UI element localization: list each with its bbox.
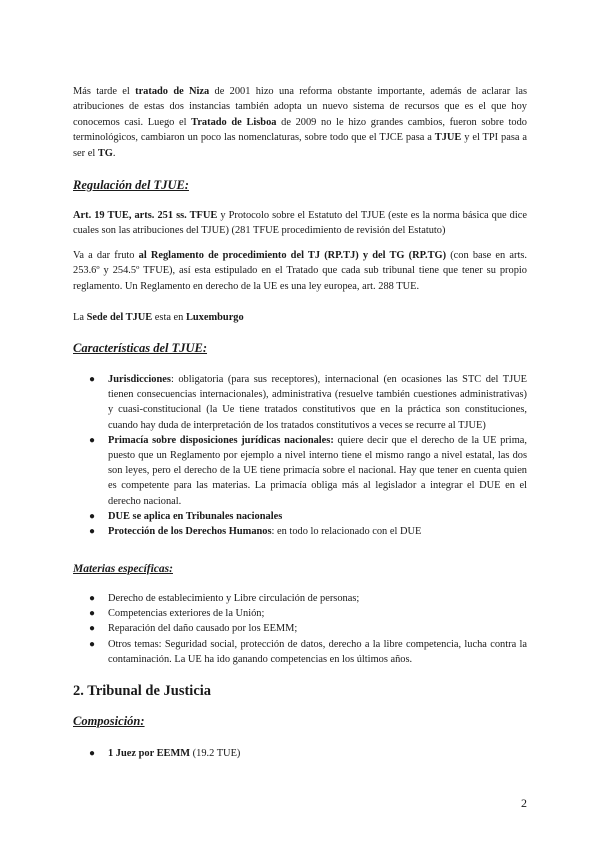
list-item xyxy=(89,509,527,524)
list-item xyxy=(89,433,527,509)
composicion-list xyxy=(89,746,527,761)
intro-bold-tg: TG xyxy=(97,147,113,159)
intro-bold-niza: tratado de Niza xyxy=(135,86,210,97)
sede-paragraph xyxy=(73,310,527,325)
bullet-icon: ● xyxy=(89,608,96,620)
sede-text: esta en xyxy=(152,312,186,323)
materias-list xyxy=(89,591,527,667)
list-item xyxy=(89,621,527,636)
regulacion-text: (con base en arts. 253.6º y 254.5º TFUE), así esta estipulado en el Tratado que cada sub tribunal tiene que tener su propio reglamento. Un Reglamento en derecho de la UE es una ley europea, art. 288 TUE. xyxy=(73,250,527,292)
bullet-icon: ● xyxy=(89,526,96,538)
item-text: Derecho de establecimiento y Libre circulación de personas; xyxy=(108,593,360,604)
bullet-icon: ● xyxy=(89,510,96,522)
bullet-icon: ● xyxy=(89,593,96,604)
item-text: quiere decir que el derecho de la UE prima, puesto que un Reglamento por ejemplo a nivel interno tiene el mismo rango a nivel estatal, las dos son leyes, pero el derecho de la UE tiene primacía sobre el nacional. Hay que tener en cuenta quien es competente para las materias. La primacía obliga más al legislador a integrar el DUE en el derecho nacional. xyxy=(108,434,527,507)
bullet-icon: ● xyxy=(89,638,96,650)
list-item xyxy=(89,372,527,433)
intro-text: . xyxy=(112,147,116,159)
item-text: Otros temas: Seguridad social, protección de datos, derecho a la libre competencia, lucha contra la contaminación. La UE ha ido ganando competencias en los últimos años. xyxy=(108,638,527,665)
intro-paragraph xyxy=(73,84,527,161)
intro-text: y el TPI pasa a ser el xyxy=(73,132,528,159)
regulacion-heading: Regulación del TJUE: xyxy=(73,178,189,192)
list-item xyxy=(89,637,527,667)
reglamento-procedimiento: al Reglamento de procedimiento del TJ (RP.TJ) y del TG (RP.TG) xyxy=(138,250,447,261)
regulacion-articles: Art. 19 TUE, arts. 251 ss. TFUE xyxy=(73,210,218,221)
page-number: 2 xyxy=(521,796,527,810)
materias-heading: Materias específicas: xyxy=(73,563,173,575)
regulacion-text: Va a dar fruto xyxy=(73,250,139,261)
list-item xyxy=(89,524,527,539)
intro-bold-lisboa: Tratado de Lisboa xyxy=(191,116,277,128)
sede-city: Luxemburgo xyxy=(185,312,244,323)
item-text: (19.2 TUE) xyxy=(190,748,241,759)
bullet-icon: ● xyxy=(89,374,96,385)
item-bold: 1 Juez por EEMM xyxy=(108,748,191,759)
item-text: Competencias exteriores de la Unión; xyxy=(108,608,265,620)
item-bold: DUE se aplica en Tribunales nacionales xyxy=(108,510,283,522)
regulacion-text: y Protocolo sobre el Estatuto del TJUE (este es la norma básica que dice cuales son las atribuciones del TJUE) (281 TFUE procedimiento de revisión del Estatuto) xyxy=(73,210,527,237)
item-bold: Protección de los Derechos Humanos xyxy=(108,526,272,538)
bullet-icon: ● xyxy=(89,434,96,446)
list-item xyxy=(89,606,527,621)
regulacion-paragraph-2 xyxy=(73,248,527,294)
intro-text: de 2009 no le hizo grandes cambios, fueron sobre todo terminológicos, cambiaron un poco las nomenclaturas, sobre todo que el TJCE pasa a xyxy=(73,116,528,144)
caracteristicas-heading: Características del TJUE: xyxy=(73,341,208,355)
intro-text: Más tarde el xyxy=(73,86,136,97)
item-bold: Jurisdicciones xyxy=(108,374,171,385)
regulacion-paragraph-1 xyxy=(73,208,527,239)
sede-label: Sede del TJUE xyxy=(86,312,153,323)
bullet-icon: ● xyxy=(89,623,96,635)
sede-text: La xyxy=(73,312,87,323)
caracteristicas-list xyxy=(89,372,527,539)
list-item xyxy=(89,591,527,606)
bullet-icon: ● xyxy=(89,748,96,759)
intro-text: de 2001 hizo una reforma obstante importante, además de aclarar las atribuciones de estas dos instancias también adopta un nuevo sistema de recursos que es el que hoy conocemos casi. Luego el xyxy=(73,86,528,128)
section-2-title: 2. Tribunal de Justicia xyxy=(73,683,212,699)
item-bold: Primacía sobre disposiciones jurídicas nacionales: xyxy=(108,434,334,446)
list-item xyxy=(89,746,527,761)
item-text: Reparación del daño causado por los EEMM; xyxy=(108,623,298,635)
intro-bold-tjue: TJUE xyxy=(434,132,462,144)
item-text: : en todo lo relacionado con el DUE xyxy=(271,526,422,538)
item-text: : obligatoria (para sus receptores), internacional (en ocasiones las STC del TJUE tienen consecuencias internacionales), administrativa (resuelve también cuestiones administrativas) y cuasi-constitucional (la Ue tiene tratados constitutivos que en la práctica son constituciones, cuando hay duda de interpretación de los tratados constitutivos a veces se recurre al TJUE) xyxy=(108,374,527,431)
composicion-heading: Composición: xyxy=(73,714,145,728)
